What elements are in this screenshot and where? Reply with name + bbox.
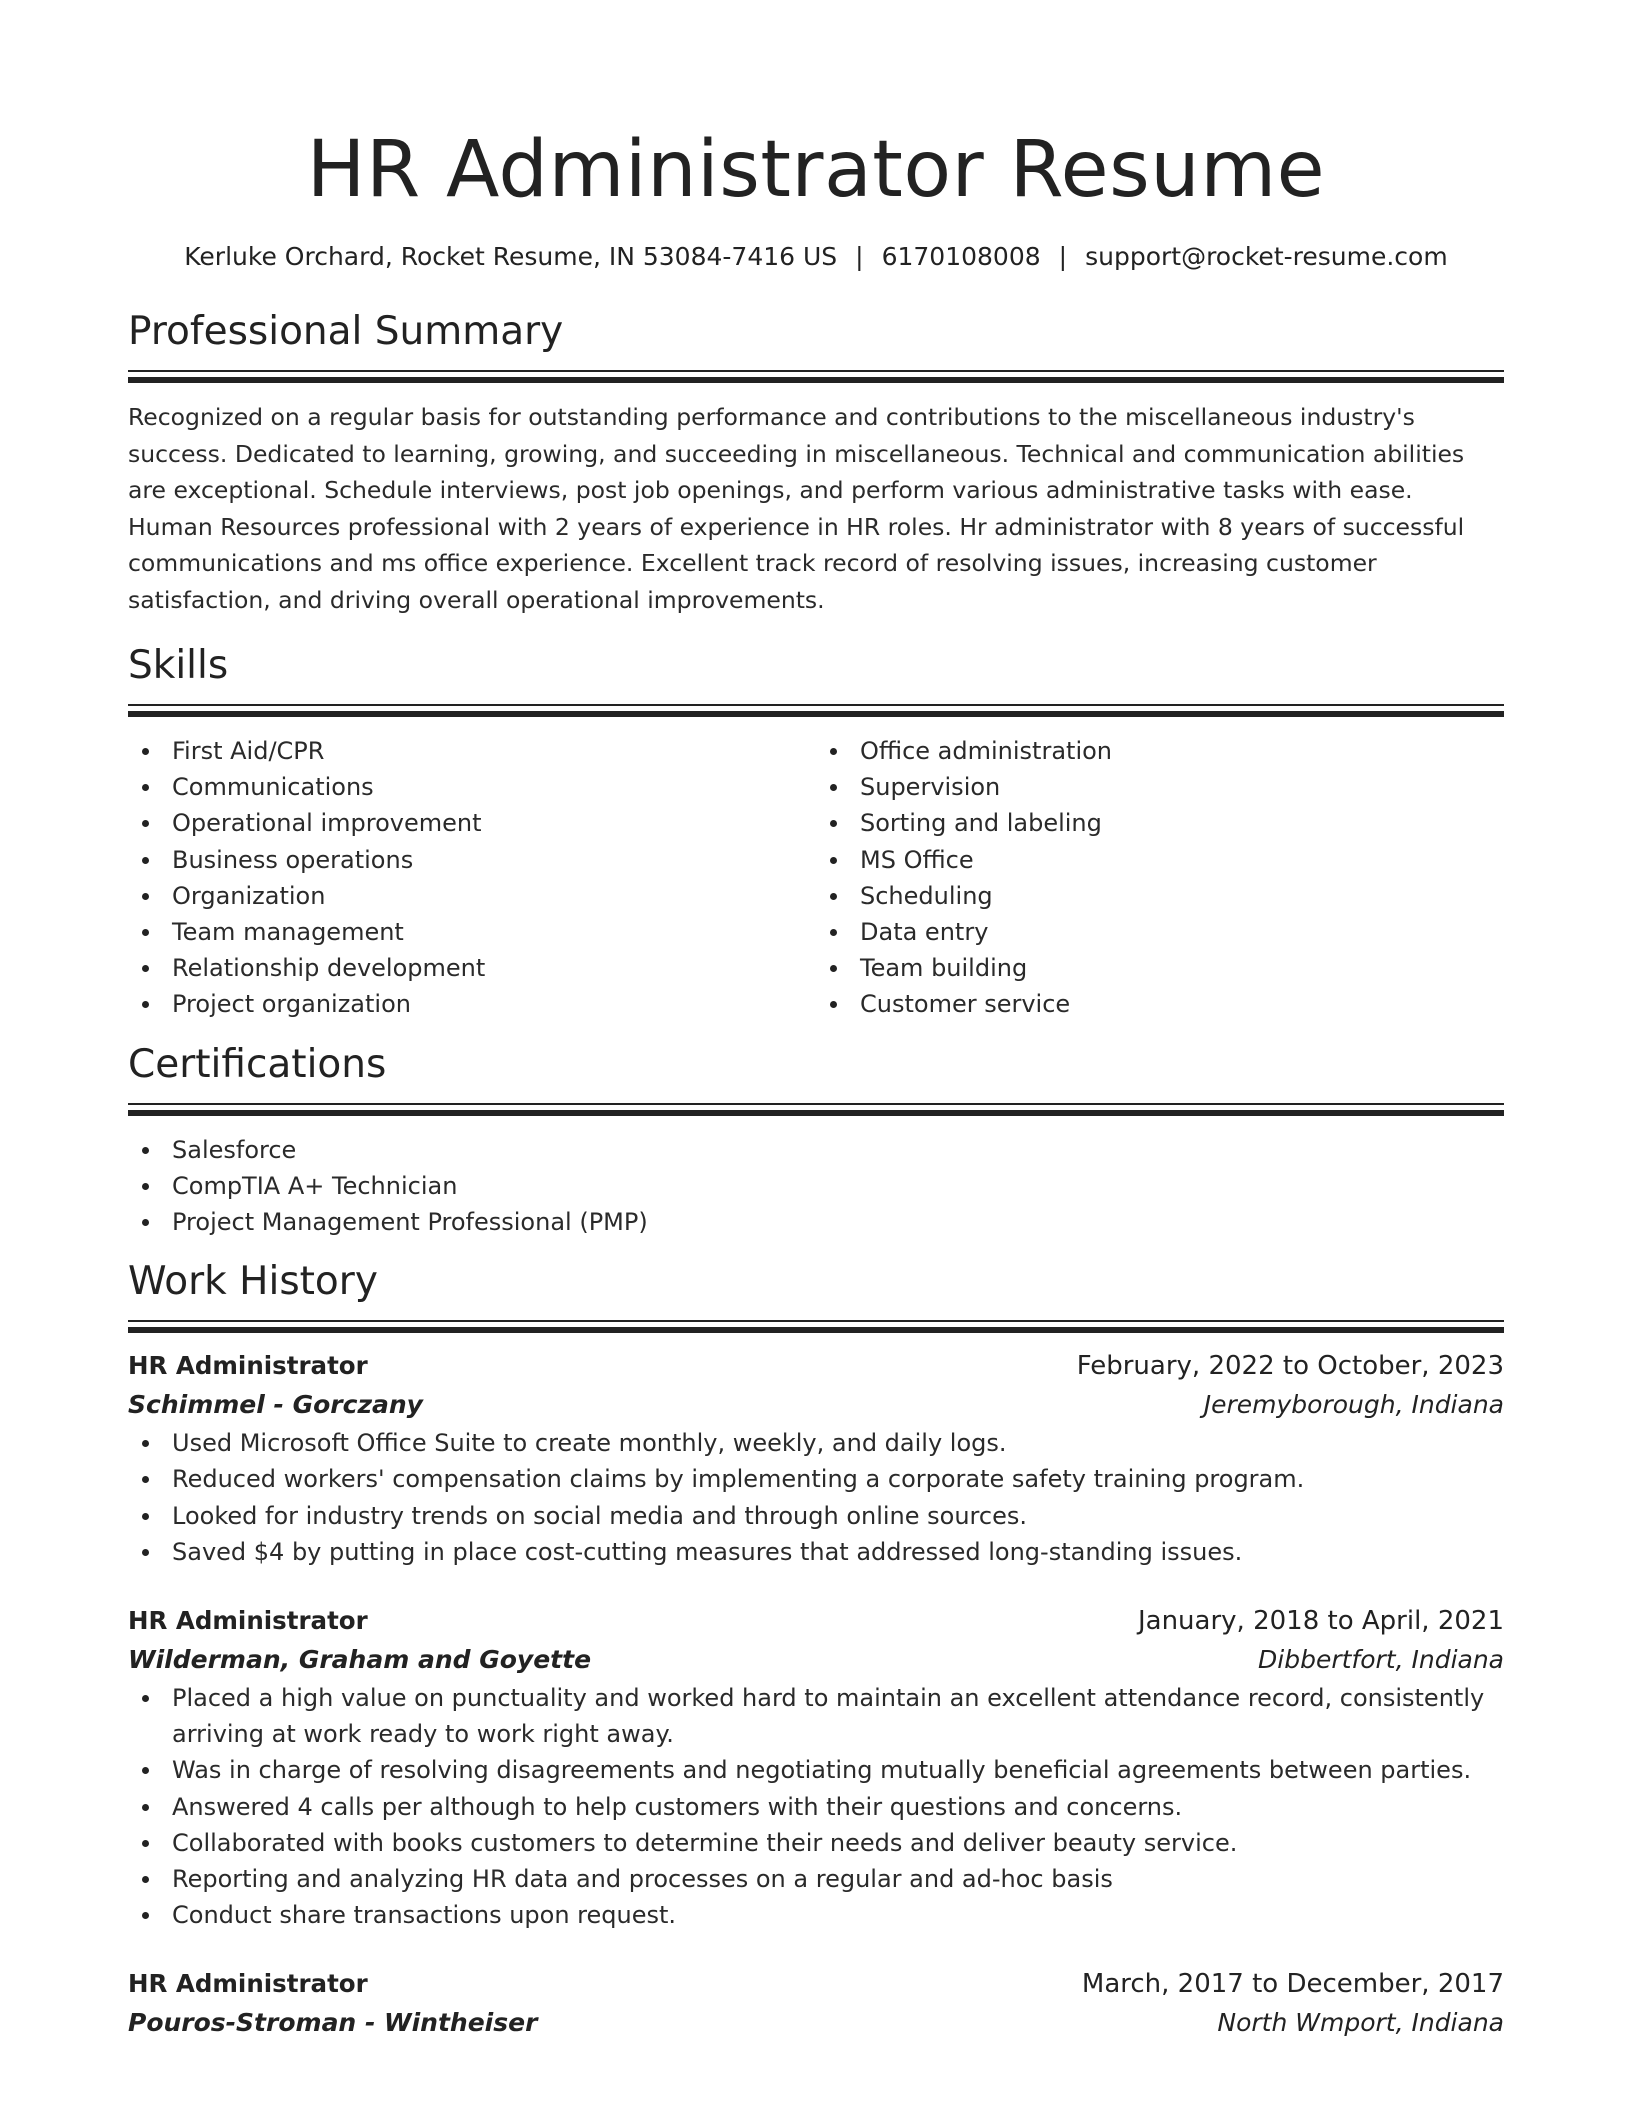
- job-duties-list: [128, 1425, 1504, 1570]
- skill-item: Team management: [128, 914, 816, 950]
- job-subheader: [128, 2003, 1504, 2043]
- job-subheader: [128, 1385, 1504, 1425]
- job-location: North Wmport, Indiana: [1217, 2008, 1504, 2038]
- job-duty-item: Used Microsoft Office Suite to create monthly, weekly, and daily logs.: [128, 1425, 1504, 1461]
- certifications-list: [128, 1132, 1504, 1241]
- work-history-heading: Work History: [128, 1259, 378, 1305]
- job-title: HR Administrator: [128, 1606, 368, 1636]
- skill-item: Data entry: [816, 914, 1504, 950]
- summary-section: [128, 308, 1504, 618]
- section-divider: [128, 370, 1504, 383]
- section-divider: [128, 1103, 1504, 1116]
- contact-address: Kerluke Orchard, Rocket Resume, IN 53084-7416 US: [184, 242, 838, 271]
- contact-separator: |: [1058, 242, 1068, 271]
- skill-item: Office administration: [816, 733, 1504, 769]
- job-duty-item: Looked for industry trends on social media and through online sources.: [128, 1498, 1504, 1534]
- job-entry: [128, 1602, 1504, 1933]
- skills-grid: [128, 733, 1504, 1023]
- certification-item: Salesforce: [128, 1132, 1504, 1168]
- contact-email: support@rocket-resume.com: [1085, 242, 1448, 271]
- skills-column-right: [816, 733, 1504, 1023]
- job-duty-item: Saved $4 by putting in place cost-cutting measures that addressed long-standing issues.: [128, 1534, 1504, 1570]
- job-company: Wilderman, Graham and Goyette: [128, 1645, 592, 1675]
- section-divider: [128, 1320, 1504, 1333]
- job-header: [128, 1347, 1504, 1385]
- job-dates: March, 2017 to December, 2017: [1081, 1969, 1504, 2000]
- contact-separator: |: [855, 242, 864, 271]
- work-history-section: [128, 1258, 1504, 2043]
- certification-item: CompTIA A+ Technician: [128, 1168, 1504, 1204]
- skill-item: Operational improvement: [128, 805, 816, 841]
- job-company: Schimmel - Gorczany: [128, 1390, 423, 1420]
- skills-list-left: [128, 733, 816, 1023]
- job-duty-item: Reporting and analyzing HR data and processes on a regular and ad-hoc basis: [128, 1861, 1504, 1897]
- certifications-section: [128, 1041, 1504, 1241]
- skill-item: Sorting and labeling: [816, 805, 1504, 841]
- job-header: [128, 1965, 1504, 2003]
- summary-heading: Professional Summary: [128, 309, 564, 354]
- job-header: [128, 1602, 1504, 1640]
- job-location: Dibbertfort, Indiana: [1258, 1645, 1504, 1675]
- section-divider: [128, 704, 1504, 717]
- job-duty-item: Collaborated with books customers to determine their needs and deliver beauty service.: [128, 1825, 1504, 1861]
- job-duties-list: [128, 1680, 1504, 1933]
- skill-item: Supervision: [816, 769, 1504, 805]
- skill-item: Relationship development: [128, 950, 816, 986]
- skill-item: Customer service: [816, 986, 1504, 1022]
- job-dates: February, 2022 to October, 2023: [1076, 1351, 1504, 1382]
- job-duty-item: Reduced workers' compensation claims by implementing a corporate safety training program.: [128, 1461, 1504, 1497]
- job-title: HR Administrator: [128, 1351, 368, 1381]
- skills-column-left: [128, 733, 816, 1023]
- summary-text: Recognized on a regular basis for outstanding performance and contributions to the miscellaneous industry's success. Dedicated to learning, growing, and succeeding in miscellaneous. Technical and communication abilities are exceptional. Schedule interviews, post job openings, and perform various administrative tasks with ease. Human Resources professional with 2 years of experience in HR roles. Hr administrator with 8 years of successful communications and ms office experience. Excellent track record of resolving issues, increasing customer satisfaction, and driving overall operational improvements.: [128, 403, 1465, 614]
- skills-heading: Skills: [128, 643, 229, 688]
- resume-title: HR Administrator Resume: [306, 125, 1326, 215]
- skills-list-right: [816, 733, 1504, 1023]
- skill-item: Business operations: [128, 842, 816, 878]
- certification-item: Project Management Professional (PMP): [128, 1204, 1504, 1240]
- job-duty-item: Placed a high value on punctuality and worked hard to maintain an excellent attendance record, consistently arriving at work ready to work right away.: [128, 1680, 1504, 1752]
- job-company: Pouros-Stroman - Wintheiser: [128, 2008, 538, 2038]
- job-location: Jeremyborough, Indiana: [1203, 1390, 1504, 1420]
- skill-item: Communications: [128, 769, 816, 805]
- skill-item: MS Office: [816, 842, 1504, 878]
- skill-item: Scheduling: [816, 878, 1504, 914]
- contact-info: [128, 240, 1504, 274]
- job-entry: [128, 1965, 1504, 2043]
- job-entry: [128, 1347, 1504, 1570]
- job-duty-item: Was in charge of resolving disagreements and negotiating mutually beneficial agreements between parties.: [128, 1752, 1504, 1788]
- job-dates: January, 2018 to April, 2021: [1137, 1606, 1504, 1637]
- contact-phone: 6170108008: [881, 242, 1041, 271]
- certifications-heading: Certifications: [128, 1041, 387, 1087]
- skill-item: First Aid/CPR: [128, 733, 816, 769]
- skill-item: Team building: [816, 950, 1504, 986]
- skills-section: [128, 642, 1504, 1023]
- skill-item: Project organization: [128, 986, 816, 1022]
- job-duty-item: Conduct share transactions upon request.: [128, 1897, 1504, 1933]
- job-title: HR Administrator: [128, 1969, 368, 1999]
- job-subheader: [128, 1640, 1504, 1680]
- job-duty-item: Answered 4 calls per although to help customers with their questions and concerns.: [128, 1789, 1504, 1825]
- skill-item: Organization: [128, 878, 816, 914]
